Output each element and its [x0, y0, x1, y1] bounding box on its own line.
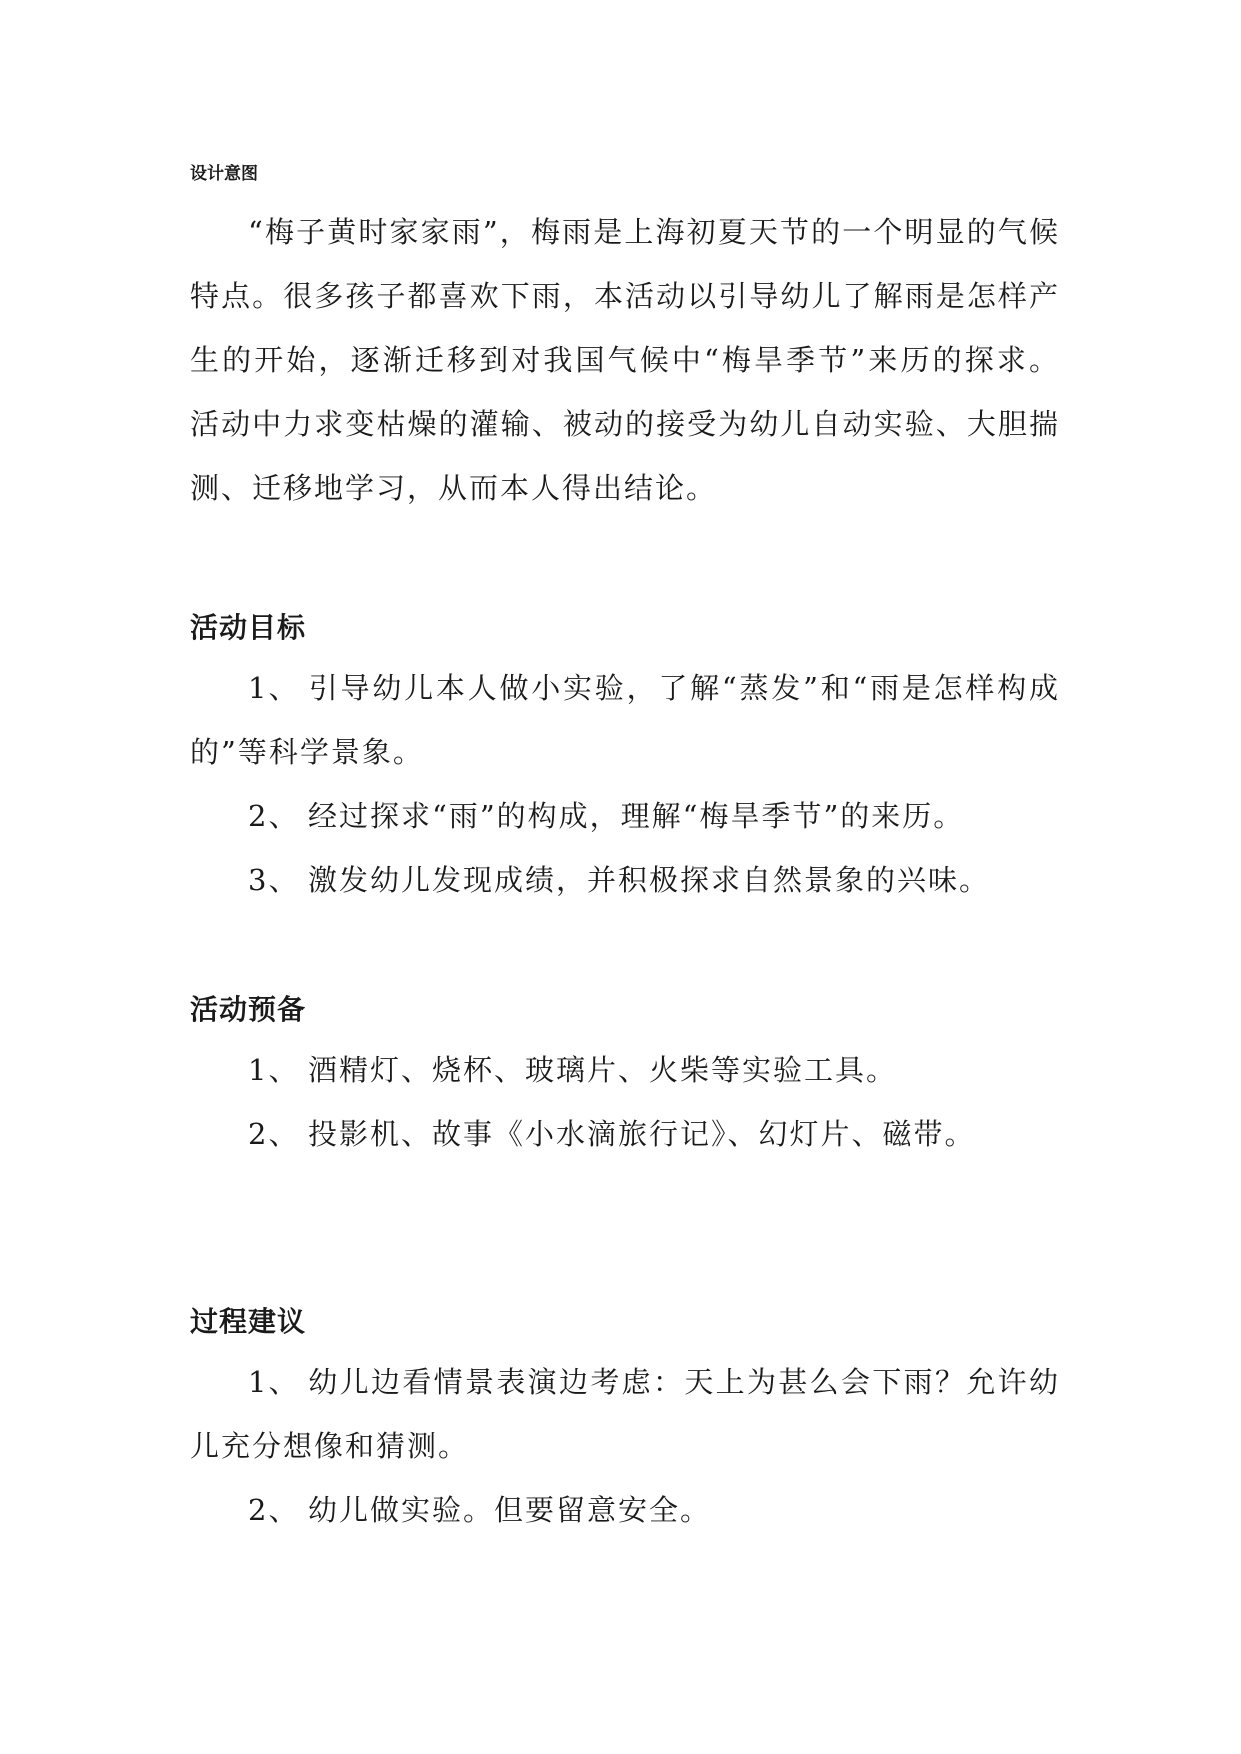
list-item-text: 投影机、故事《小水滴旅行记》、幻灯片、磁带。 [308, 1117, 976, 1151]
process-heading: 过程建议 [190, 1305, 307, 1338]
list-item-number: 1、 [248, 671, 300, 705]
list-item [190, 656, 1060, 784]
process-section [190, 1302, 1060, 1542]
goals-list [190, 656, 1060, 912]
list-item-text: 激发幼儿发现成绩，并积极探求自然景象的兴味。 [308, 863, 991, 897]
list-item [190, 848, 1060, 912]
list-item-text: 幼儿做实验。但要留意安全。 [308, 1493, 712, 1527]
list-item-number: 2、 [248, 1117, 300, 1151]
list-item-number: 1、 [248, 1365, 300, 1399]
preparation-list [190, 1038, 1060, 1166]
list-item-number: 1、 [248, 1053, 300, 1087]
list-item-text: 幼儿边看情景表演边考虑：天上为甚么会下雨？允许幼儿充分想像和猜测。 [190, 1365, 1060, 1463]
list-item-number: 2、 [248, 799, 300, 833]
list-item [190, 1350, 1060, 1478]
design-intent-paragraph: “梅子黄时家家雨”，梅雨是上海初夏天节的一个明显的气候特点。很多孩子都喜欢下雨，本活动以引导幼儿了解雨是怎样产生的开始，逐渐迁移到对我国气候中“梅旱季节”来历的探求。活动中力求变枯燥的灌输、被动的接受为幼儿自动实验、大胆揣测、迁移地学习，从而本人得出结论。 [190, 215, 1060, 505]
process-list [190, 1350, 1060, 1542]
preparation-section [190, 990, 1060, 1166]
list-item [190, 1038, 1060, 1102]
goals-heading: 活动目标 [190, 611, 307, 644]
list-item-text: 引导幼儿本人做小实验，了解“蒸发”和“雨是怎样构成的”等科学景象。 [190, 671, 1060, 769]
list-item-text: 经过探求“雨”的构成，理解“梅旱季节”的来历。 [308, 799, 965, 833]
goals-section [190, 608, 1060, 912]
list-item-number: 3、 [248, 863, 300, 897]
design-intent-heading: 设计意图 [190, 164, 258, 184]
list-item-text: 酒精灯、烧杯、玻璃片、火柴等实验工具。 [308, 1053, 898, 1087]
document-page [190, 160, 1060, 1542]
list-item-number: 2、 [248, 1493, 300, 1527]
list-item [190, 1478, 1060, 1542]
list-item [190, 1102, 1060, 1166]
list-item [190, 784, 1060, 848]
preparation-heading: 活动预备 [190, 993, 307, 1026]
design-intent-section [190, 160, 1060, 520]
